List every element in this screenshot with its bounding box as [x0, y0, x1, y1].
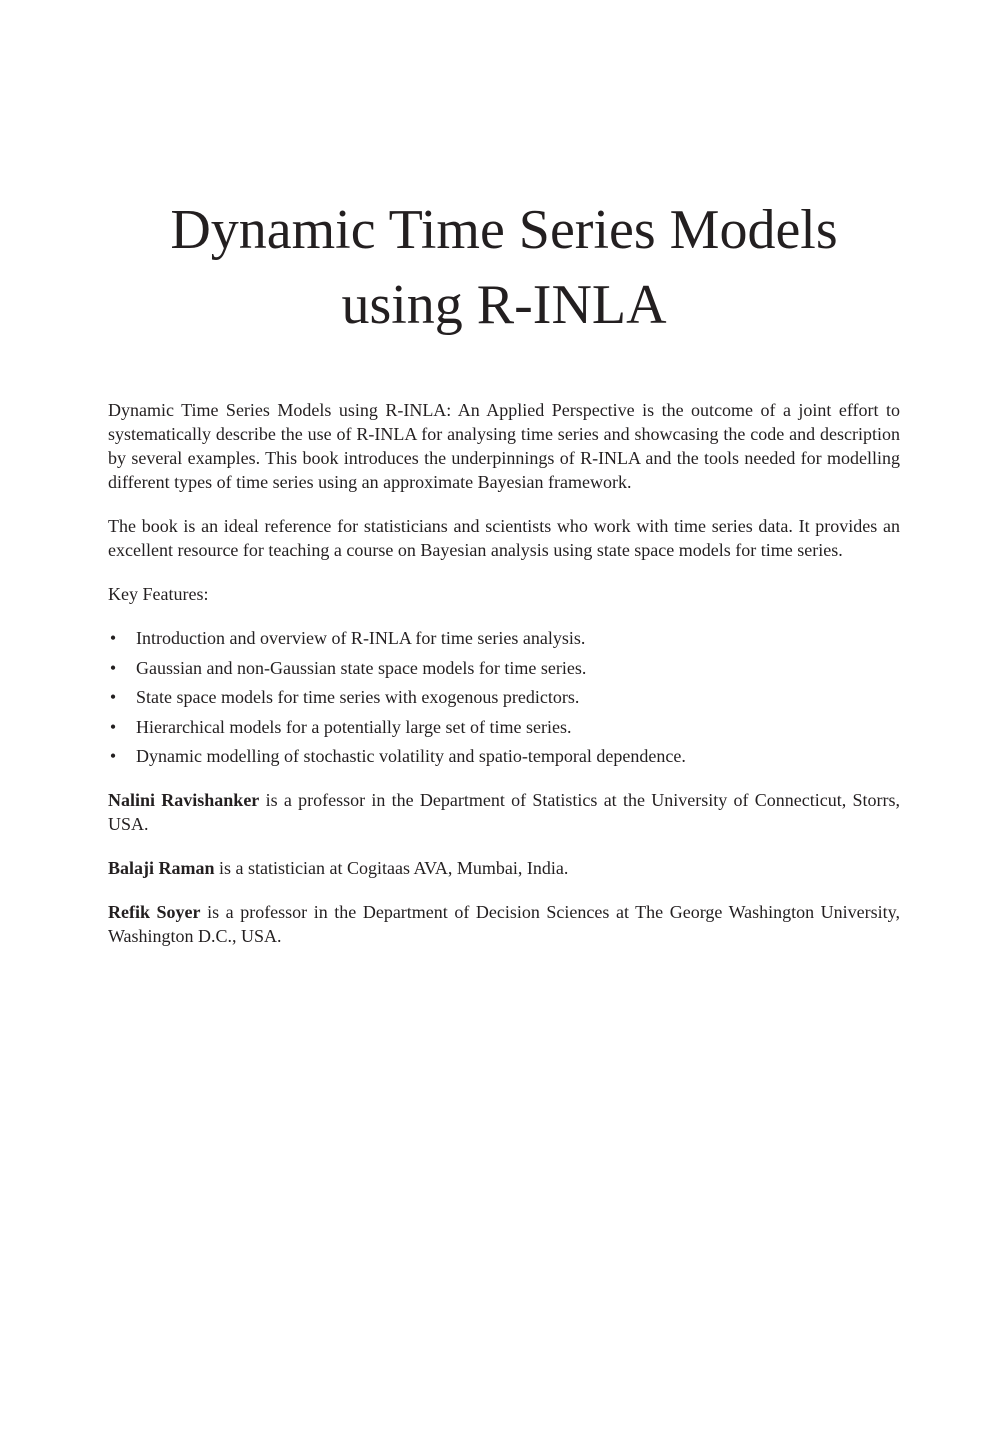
author-bio-text: is a statistician at Cogitaas AVA, Mumbai, India.	[214, 858, 569, 878]
key-features-list	[108, 626, 900, 768]
author-bio	[108, 788, 900, 836]
author-bio	[108, 900, 900, 948]
author-name: Refik Soyer	[108, 902, 201, 922]
title-line-1: Dynamic Time Series Models	[170, 199, 838, 261]
list-item	[108, 626, 900, 650]
title-line-2: using R-INLA	[341, 274, 667, 336]
author-bio-text: is a professor in the Department of Decision Sciences at The George Washington University, Washington D.C., USA.	[108, 902, 900, 946]
feature-text: State space models for time series with exogenous predictors.	[136, 687, 580, 707]
feature-text: Hierarchical models for a potentially large set of time series.	[136, 716, 572, 737]
author-name: Balaji Raman	[108, 858, 215, 878]
book-title	[100, 193, 908, 343]
bullet-icon: •	[109, 687, 117, 707]
author-bio	[108, 856, 900, 880]
bullet-icon: •	[109, 657, 117, 678]
feature-text: Dynamic modelling of stochastic volatility and spatio-temporal dependence.	[136, 746, 686, 766]
bullet-icon: •	[109, 746, 117, 766]
description-body	[108, 398, 900, 968]
list-item	[108, 656, 900, 680]
key-features-heading: Key Features:	[108, 584, 209, 604]
bullet-icon: •	[109, 628, 117, 648]
list-item	[108, 685, 900, 709]
description-paragraph-2: The book is an ideal reference for statisticians and scientists who work with time series data. It provides an excellent resource for teaching a course on Bayesian analysis using state space models for time series.	[108, 516, 900, 560]
list-item	[108, 715, 900, 739]
bullet-icon: •	[109, 716, 117, 737]
description-paragraph-1: Dynamic Time Series Models using R-INLA: An Applied Perspective is the outcome of a joint effort to systematically describe the use of R-INLA for analysing time series and showcasing the code and description by several examples. This book introduces the underpinnings of R-INLA and the tools needed for modelling different types of time series using an approximate Bayesian framework.	[108, 400, 900, 492]
feature-text: Gaussian and non-Gaussian state space models for time series.	[136, 657, 587, 678]
feature-text: Introduction and overview of R-INLA for time series analysis.	[136, 628, 586, 648]
author-bio-text: is a professor in the Department of Statistics at the University of Connecticut, Storrs, USA.	[108, 790, 900, 834]
list-item	[108, 744, 900, 768]
author-name: Nalini Ravishanker	[108, 790, 260, 810]
